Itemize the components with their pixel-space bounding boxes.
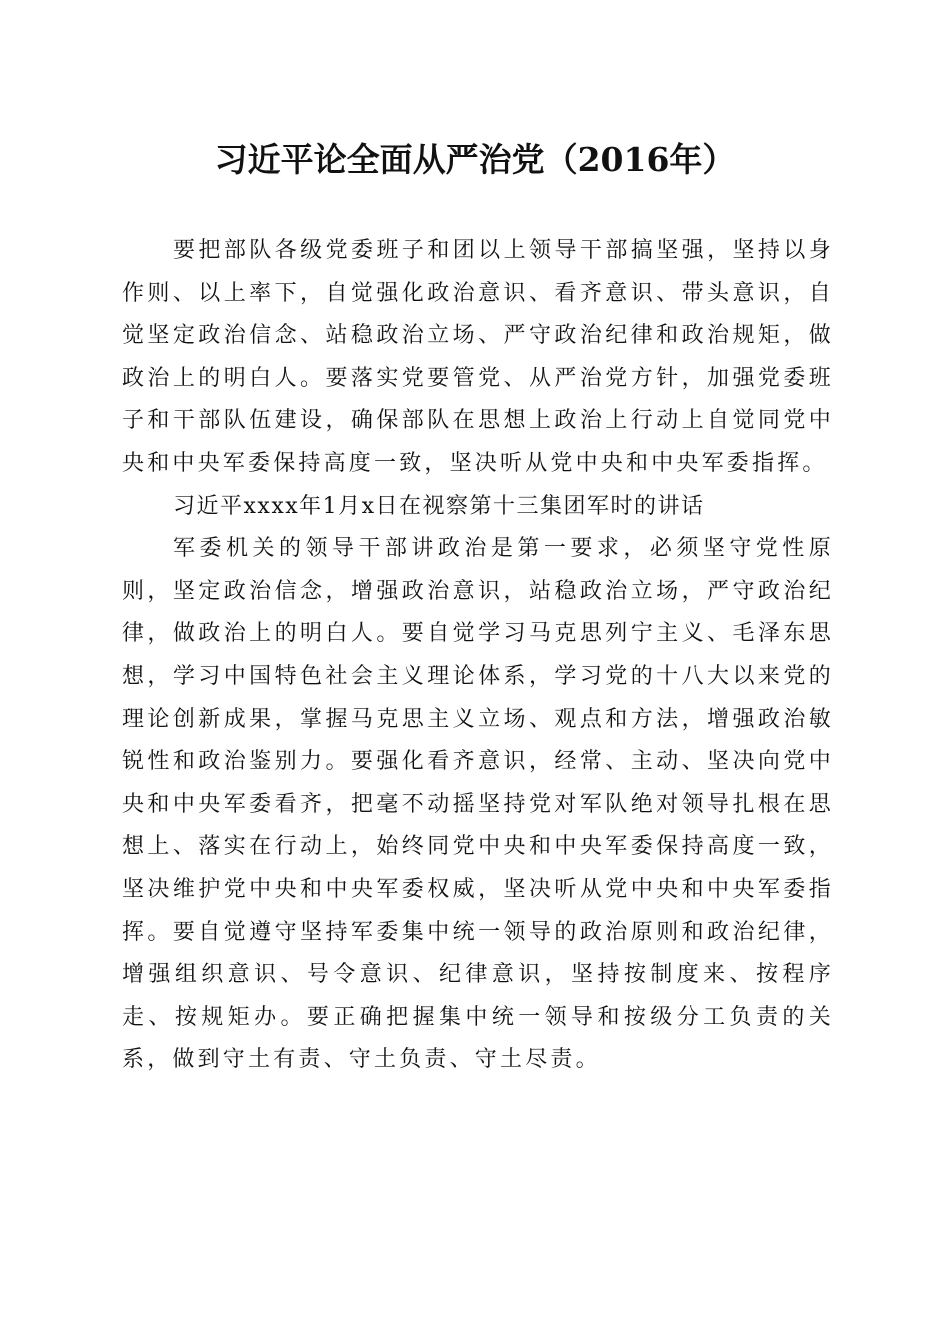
paragraph-2: 军委机关的领导干部讲政治是第一要求，必须坚守党性原则，坚定政治信念，增强政治意识，站稳政治立场，严守政治纪律，做政治上的明白人。要自觉学习马克思列宁主义、毛泽东思想，学习中国特色社会主义理论体系，学习党的十八大以来党的理论创新成果，掌握马克思主义立场、观点和方法，增强政治敏锐性和政治鉴别力。要强化看齐意识，经常、主动、坚决向党中央和中央军委看齐，把毫不动摇坚持党对军队绝对领导扎根在思想上、落实在行动上，始终同党中央和中央军委保持高度一致，坚决维护党中央和中央军委权威，坚决听从党中央和中央军委指挥。要自觉遵守坚持军委集中统一领导的政治原则和政治纪律，增强组织意识、号令意识、纪律意识，坚持按制度来、按程序走、按规矩办。要正确把握集中统一领导和按级分工负责的关系，做到守土有责、守土负责、守土尽责。 [122,536,834,1073]
document-title: 习近平论全面从严治党（2016年） [214,140,736,179]
document-body [122,230,834,1082]
paragraph-1: 要把部队各级党委班子和团以上领导干部搞坚强，坚持以身作则、以上率下，自觉强化政治意识、看齐意识、带头意识，自觉坚定政治信念、站稳政治立场、严守政治纪律和政治规矩，做政治上的明白人。要落实党要管党、从严治党方针，加强党委班子和干部队伍建设，确保部队在思想上政治上行动上自觉同党中央和中央军委保持高度一致，坚决听从党中央和中央军委指挥。 [122,238,834,476]
source-citation: 习近平xxxx年1月x日在视察第十三集团军时的讲话 [173,493,705,519]
